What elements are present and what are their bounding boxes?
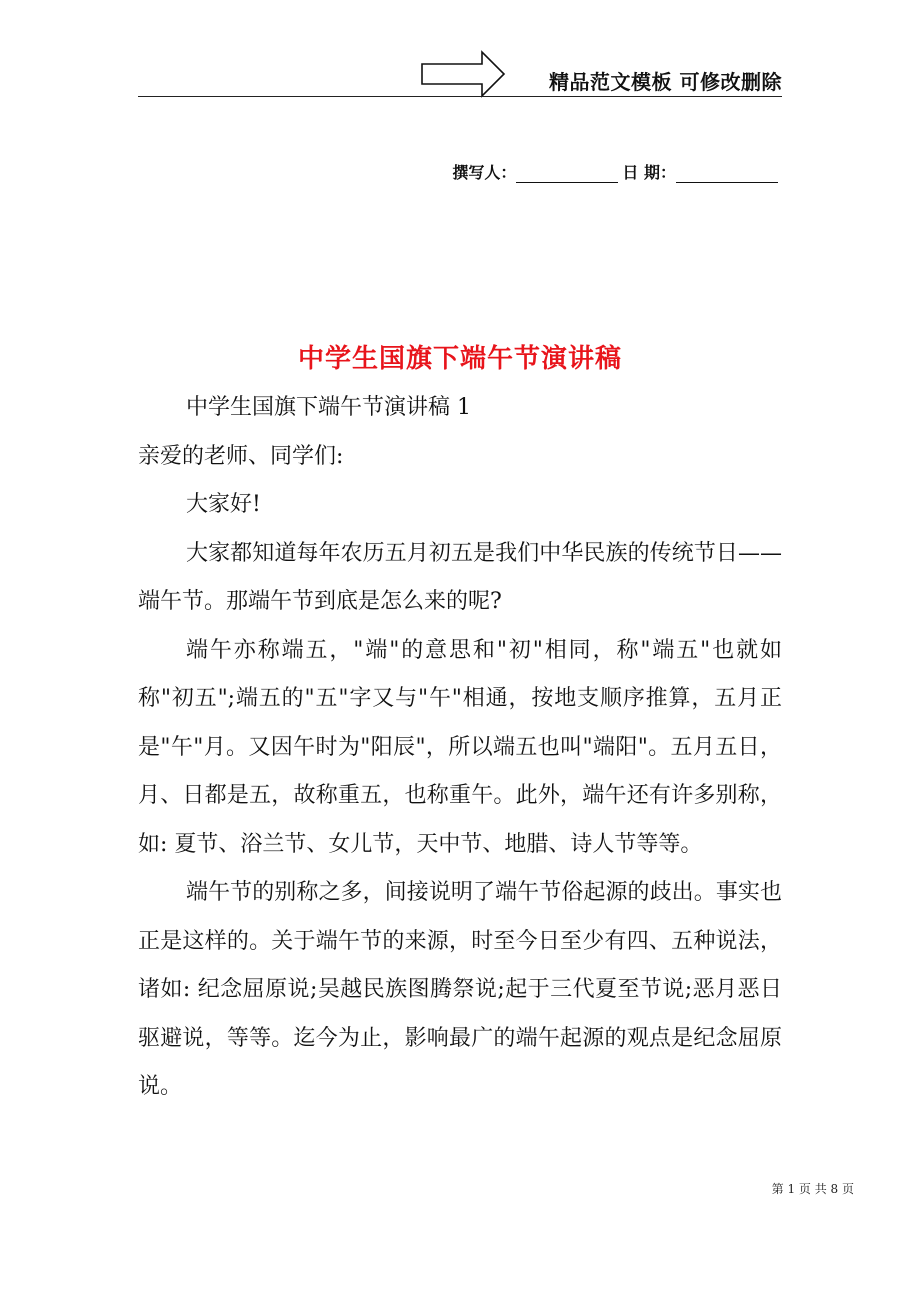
paragraph: 大家都知道每年农历五月初五是我们中华民族的传统节日——端午节。那端午节到底是怎么来的呢? [138,540,782,614]
author-label: 撰写人： [452,163,517,182]
paragraph: 端午亦称端五，"端"的意思和"初"相同，称"端五"也就如称"初五";端五的"五"字又与"午"相通，按地支顺序推算，五月正是"午"月。又因午时为"阳辰"，所以端五也叫"端阳"。五月五日，月、日都是五，故称重五，也称重午。此外，端午还有许多别称，如: 夏节、浴兰节、女儿节，天中节、地腊、诗人节等等。 [138,637,782,857]
paragraph: 端午节的别称之多，间接说明了端午节俗起源的歧出。事实也正是这样的。关于端午节的来源，时至今日至少有四、五种说法，诸如: 纪念屈原说;吴越民族图腾祭说;起于三代夏至节说;恶月恶日驱避说，等等。迄今为止，影响最广的端午起源的观点是纪念屈原说。 [138,880,782,1099]
date-blank [676,164,778,183]
right-arrow-outline-icon [420,50,506,98]
salutation: 亲爱的老师、同学们: [138,443,344,469]
header-divider [138,96,782,97]
author-blank [516,164,618,183]
speech-subtitle: 中学生国旗下端午节演讲稿 1 [186,395,471,420]
header-banner-text: 精品范文模板 可修改删除 [549,70,782,94]
document-body [138,384,782,1112]
document-title: 中学生国旗下端午节演讲稿 [297,344,622,374]
greeting: 大家好! [186,492,261,517]
page-footer: 第 1 页 共 8 页 [771,1182,854,1196]
date-label: 日 期： [622,163,676,182]
meta-line [452,160,782,183]
